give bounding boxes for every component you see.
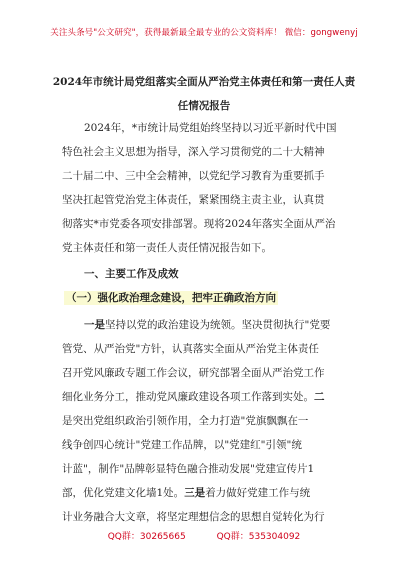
section-heading: 一、主要工作及成效 — [84, 268, 179, 280]
text-line: 线争创四心统计"党建工作品牌，以"党建红"引领"统 — [62, 439, 302, 451]
line-text: 坚持以党的政治建设为统领。坚决贯彻执行"党要 — [105, 319, 331, 331]
line-text: 着力做好党建工作与统 — [205, 487, 311, 499]
text-line: 是突出党组织政治引领作用，全力打造"党旗飘飘在一 — [62, 415, 309, 427]
lead-text: 一是 — [84, 319, 105, 331]
text-line — [62, 486, 310, 500]
qq-group-1: QQ群：30265665 — [107, 532, 186, 542]
lead-text: 二 — [314, 391, 325, 403]
footer-qq-groups — [0, 529, 408, 542]
text-line: 召开党风廉政专题工作会议，研究部署全面从严治党工作 — [62, 367, 325, 379]
text-line: 党主体责任和第一责任人责任情况报告如下。 — [62, 242, 272, 254]
text-line: 特色社会主义思想为指导，深入学习贯彻党的二十大精神 — [62, 146, 325, 158]
line-text: 部，优化党建文化墙1处。 — [62, 487, 185, 499]
qq-group-2: QQ群：535304092 — [216, 532, 301, 542]
text-line: 计业务融合大文章，将坚定理想信念的思想自觉转化为行 — [62, 511, 325, 523]
header-note: 关注头条号"公文研究"，获得最新最全最专业的公文资料库！ 微信：gongwenyj — [50, 28, 358, 38]
text-line: 坚决扛起管党治党主体责任，紧紧围绕主责主业，认真贯 — [62, 194, 325, 206]
text-line — [62, 390, 325, 404]
line-text: 细化业务分工，推动党风廉政建设各项工作落到实处。 — [62, 391, 314, 403]
text-line: 计蓝"，制作"品牌彰显特色融合推动发展"党建宣传片1 — [62, 463, 315, 475]
text-line: 彻落实*市党委各项安排部署。现将2024年落实全面从严治 — [62, 218, 336, 230]
text-line: 管党、从严治党"方针，认真落实全面从严治党主体责任 — [62, 343, 319, 355]
text-line: 二十届二中、三中全会精神，以党纪学习教育为重要抓手 — [62, 170, 325, 182]
subsection-heading: （一）强化政治理念建设，把牢正确政治方向 — [66, 292, 276, 304]
text-line: 2024年，*市统计局党组始终坚持以习近平新时代中国 — [84, 122, 337, 134]
lead-text: 三是 — [184, 487, 206, 499]
text-line — [84, 318, 330, 332]
document-title: 2024年市统计局党组落实全面从严治党主体责任和第一责任人责任情况报告 — [52, 76, 356, 112]
